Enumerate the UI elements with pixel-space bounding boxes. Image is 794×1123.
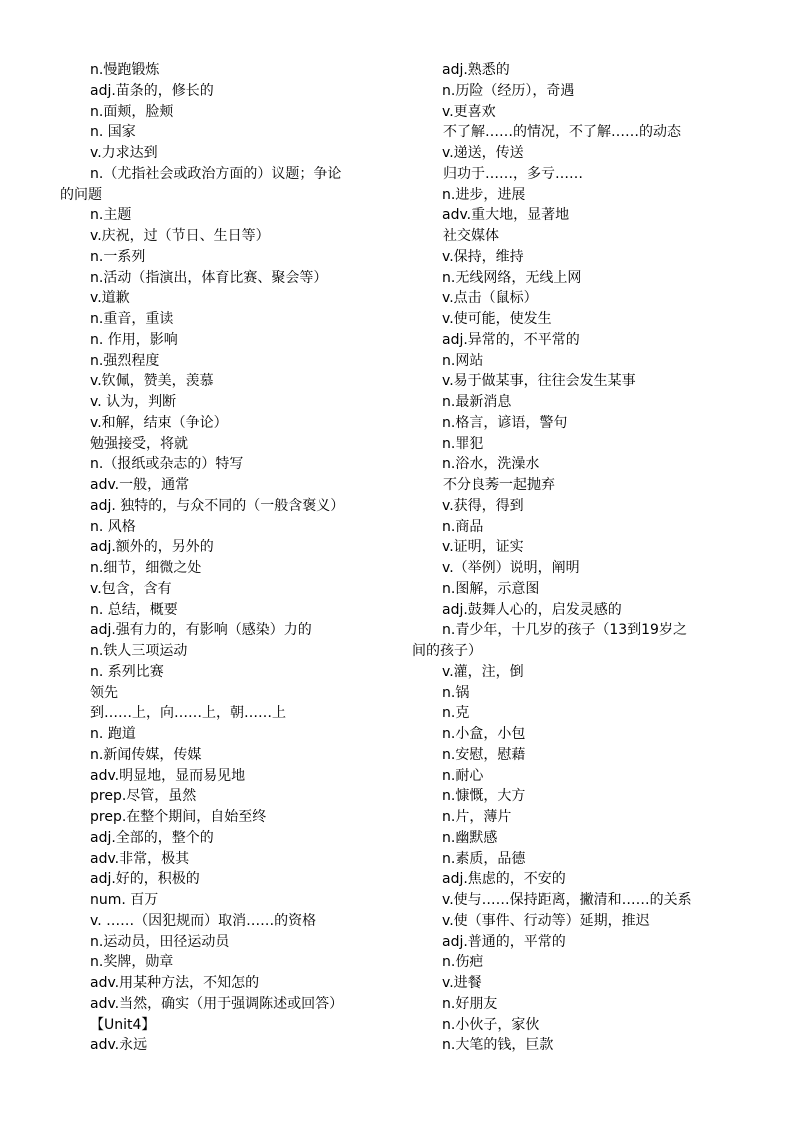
vocab-line: adv.用某种方法，不知怎的 [90, 975, 260, 991]
vocab-line: n.运动员，田径运动员 [90, 933, 230, 950]
vocab-line: v.更喜欢 [442, 103, 496, 120]
vocab-line: adj.强有力的，有影响（感染）力的 [90, 622, 312, 639]
vocab-line: n.小盒，小包 [442, 726, 526, 742]
vocab-line: v.保持，维持 [442, 248, 524, 265]
vocab-line: n.安慰，慰藉 [442, 746, 526, 763]
vocab-line: n.活动（指演出，体育比赛、聚会等） [90, 269, 328, 286]
right-column [412, 60, 742, 1056]
vocab-line: 勉强接受，将就 [90, 435, 188, 452]
vocab-line: n.克 [442, 705, 470, 722]
vocab-line: 社交媒体 [443, 228, 499, 244]
vocab-line: prep.尽管，虽然 [90, 788, 197, 805]
vocab-line: n.伤疤 [442, 954, 484, 971]
vocab-line: 【Unit4】 [90, 1016, 156, 1033]
vocab-line: 不了解……的情况，不了解……的动态 [443, 124, 681, 141]
vocab-line: v.包含，含有 [90, 580, 172, 597]
vocab-line: v.递送，传送 [442, 145, 524, 161]
vocab-line: n. 系列比赛 [90, 663, 164, 680]
vocab-line: adj.焦虑的，不安的 [442, 871, 566, 888]
vocab-line: n.幽默感 [442, 829, 498, 846]
vocab-line: n.片，薄片 [442, 809, 512, 825]
vocab-line: adj.好的，积极的 [90, 871, 200, 888]
vocab-line: v. ……（因犯规而）取消……的资格 [90, 912, 317, 929]
vocab-line: 不分良莠一起抛弃 [443, 477, 555, 493]
vocab-line: n.面颊，脸颊 [90, 103, 174, 120]
vocab-line: n.格言，谚语，警句 [442, 414, 568, 431]
vocab-line: 间的孩子） [412, 643, 482, 659]
vocab-line: n. 国家 [90, 124, 136, 141]
vocab-line: n.主题 [90, 207, 132, 224]
vocab-line: n.新闻传媒，传媒 [90, 746, 202, 763]
vocab-line: v.使可能，使发生 [442, 311, 552, 327]
vocab-line: n.细节，细微之处 [90, 560, 202, 576]
vocab-line: adv.当然，确实（用于强调陈述或回答） [90, 995, 344, 1012]
vocab-line: n. 总结，概要 [90, 601, 178, 618]
vocab-line: 领先 [90, 684, 118, 701]
vocab-line: n.锅 [442, 684, 470, 701]
vocab-line: adj. 独特的，与众不同的（一般含褒义） [90, 497, 345, 514]
vocab-line: n.好朋友 [442, 995, 498, 1012]
vocab-line: adv.一般，通常 [90, 477, 190, 493]
vocab-line: n.耐心 [442, 767, 484, 784]
vocab-line: adj.异常的，不平常的 [442, 331, 580, 348]
vocab-line: adj.额外的，另外的 [90, 539, 214, 556]
vocab-line: n.慢跑锻炼 [90, 62, 160, 78]
vocab-line: n.铁人三项运动 [90, 643, 188, 659]
vocab-line: v.进餐 [442, 975, 482, 991]
vocab-line: n.小伙子，家伙 [442, 1016, 540, 1033]
vocab-line: num. 百万 [90, 892, 159, 908]
vocab-line: adj.熟悉的 [442, 62, 510, 78]
vocab-line: adv.非常，极其 [90, 850, 190, 867]
vocab-line: v.获得，得到 [442, 497, 524, 514]
vocab-line: v.道歉 [90, 290, 130, 307]
vocab-line: adv.明显地，显而易见地 [90, 767, 246, 784]
vocab-line: n.素质，品德 [442, 850, 526, 867]
vocab-line: v.灌，注，倒 [442, 663, 524, 680]
vocab-line: v.易于做某事，往往会发生某事 [442, 373, 636, 390]
vocab-line: n.青少年，十几岁的孩子（13到19岁之 [442, 622, 687, 639]
vocab-line: 归功于……，多亏…… [443, 165, 583, 182]
vocab-line: n.（报纸或杂志的）特写 [90, 456, 244, 473]
vocab-line: n.最新消息 [442, 394, 512, 410]
vocab-line: n.浴水，洗澡水 [442, 456, 540, 473]
vocab-line: adj.苗条的，修长的 [90, 82, 214, 99]
vocab-line: v.证明，证实 [442, 539, 524, 556]
vocab-line: 的问题 [60, 186, 102, 203]
vocab-line: v.钦佩，赞美，羡慕 [90, 373, 214, 390]
vocab-line: n.重音，重读 [90, 311, 174, 327]
vocab-line: n. 作用，影响 [90, 331, 178, 348]
vocab-line: n. 风格 [90, 518, 136, 535]
vocab-line: n.（尤指社会或政治方面的）议题；争论 [90, 165, 342, 182]
vocab-line: adj.全部的，整个的 [90, 829, 214, 846]
vocab-line: v.使与……保持距离，撇清和……的关系 [442, 892, 692, 908]
vocab-line: v.使（事件、行动等）延期，推迟 [442, 912, 650, 929]
vocab-line: n.图解，示意图 [442, 580, 540, 597]
vocab-line: n.奖牌，勋章 [90, 954, 174, 971]
vocab-line: 到……上，向……上，朝……上 [90, 705, 286, 722]
vocab-line: adj.普通的，平常的 [442, 933, 566, 950]
vocab-line: n.进步，进展 [442, 186, 526, 203]
vocab-line: n.历险（经历），奇遇 [442, 82, 575, 99]
vocab-line: n.强烈程度 [90, 352, 160, 369]
vocab-line: n.无线网络，无线上网 [442, 269, 582, 286]
vocab-line: n.大笔的钱，巨款 [442, 1037, 554, 1054]
vocab-line: adv.重大地，显著地 [442, 207, 570, 224]
vocab-line: v.力求达到 [90, 145, 158, 161]
vocab-line: n.罪犯 [442, 435, 484, 452]
vocab-line: v. 认为，判断 [90, 394, 177, 410]
vocab-line: v.和解，结束（争论） [90, 414, 228, 431]
vocab-line: prep.在整个期间，自始至终 [90, 809, 267, 825]
vocab-line: n.慷慨，大方 [442, 788, 526, 805]
vocab-line: adj.鼓舞人心的，启发灵感的 [442, 601, 622, 618]
vocab-line: adv.永远 [90, 1037, 148, 1054]
vocab-line: v.点击（鼠标） [442, 290, 538, 307]
vocab-line: n.一系列 [90, 248, 146, 265]
vocab-line: v.（举例）说明，阐明 [442, 560, 580, 576]
left-column [60, 60, 390, 1056]
vocab-line: n. 跑道 [90, 726, 136, 742]
vocab-line: n.商品 [442, 518, 484, 535]
vocab-line: n.网站 [442, 352, 484, 369]
vocab-line: v.庆祝，过（节日、生日等） [90, 228, 270, 244]
